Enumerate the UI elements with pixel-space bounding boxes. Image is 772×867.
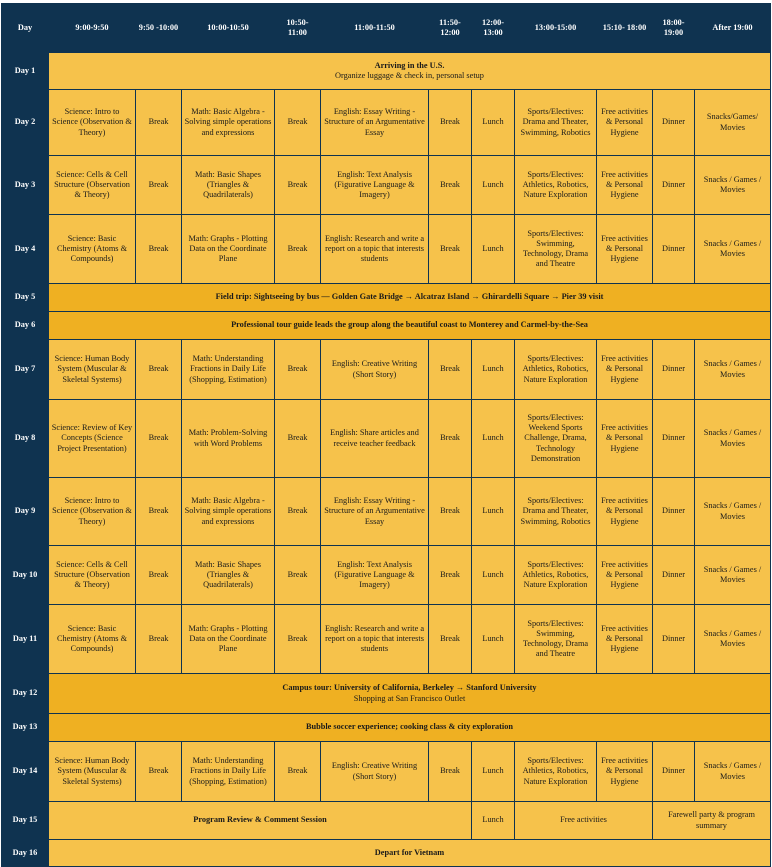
cell-science: Science: Intro to Science (Observation & Theory) — [49, 90, 136, 156]
cell-dinner: Dinner — [653, 400, 695, 478]
cell-evening: Snacks / Games / Movies — [695, 340, 771, 400]
banner-cell — [49, 674, 771, 714]
cell-lunch: Lunch — [472, 400, 515, 478]
cell-break: Break — [275, 605, 321, 674]
banner-subtitle: Shopping at San Francisco Outlet — [353, 693, 466, 703]
cell-free-activities: Free activities & Personal Hygiene — [597, 340, 653, 400]
cell-break: Break — [429, 90, 472, 156]
cell-sports: Sports/Electives: Athletics, Robotics, Nature Exploration — [515, 546, 597, 605]
header-slot-0900: 9:00-9:50 — [49, 4, 136, 53]
cell-break: Break — [275, 90, 321, 156]
day-row — [2, 478, 771, 546]
day-label: Day 8 — [2, 400, 49, 478]
cell-english: English: Text Analysis (Figurative Language & Imagery) — [321, 156, 429, 215]
cell-dinner: Dinner — [653, 605, 695, 674]
day-row — [2, 215, 771, 284]
cell-lunch: Lunch — [472, 215, 515, 284]
cell-break: Break — [275, 400, 321, 478]
cell-math: Math: Understanding Fractions in Daily Life (Shopping, Estimation) — [182, 340, 275, 400]
cell-science: Science: Review of Key Concepts (Science Project Presentation) — [49, 400, 136, 478]
cell-science: Science: Cells & Cell Structure (Observation & Theory) — [49, 156, 136, 215]
day-label: Day 2 — [2, 90, 49, 156]
cell-evening: Snacks / Games / Movies — [695, 742, 771, 802]
banner-cell: Depart for Vietnam — [49, 840, 771, 867]
header-slot-1800: 18:00- 19:00 — [653, 4, 695, 53]
cell-free-activities: Free activities & Personal Hygiene — [597, 605, 653, 674]
cell-lunch: Lunch — [472, 478, 515, 546]
cell-evening: Snacks / Games / Movies — [695, 478, 771, 546]
banner-title: Professional tour guide leads the group along the beautiful coast to Monterey and Carmel-by-the-Sea — [231, 320, 588, 330]
cell-english: English: Creative Writing (Short Story) — [321, 340, 429, 400]
schedule-table — [1, 3, 771, 867]
day-label: Day 14 — [2, 742, 49, 802]
farewell-party-cell: Farewell party & program summary — [653, 802, 771, 840]
day-label: Day 12 — [2, 674, 49, 714]
day-row — [2, 742, 771, 802]
header-slot-after1900: After 19:00 — [695, 4, 771, 53]
day-row-banner — [2, 674, 771, 714]
day-row — [2, 546, 771, 605]
cell-break: Break — [429, 478, 472, 546]
cell-break: Break — [429, 742, 472, 802]
cell-lunch: Lunch — [472, 802, 515, 840]
day-row — [2, 605, 771, 674]
header-slot-1510: 15:10- 18:00 — [597, 4, 653, 53]
cell-break: Break — [136, 605, 182, 674]
cell-sports: Sports/Electives: Drama and Theater, Swimming, Robotics — [515, 478, 597, 546]
day-row-banner — [2, 312, 771, 340]
cell-dinner: Dinner — [653, 478, 695, 546]
day-label: Day 10 — [2, 546, 49, 605]
day-label: Day 13 — [2, 714, 49, 742]
cell-break: Break — [136, 546, 182, 605]
review-session-cell: Program Review & Comment Session — [49, 802, 472, 840]
day-row — [2, 340, 771, 400]
day-label: Day 9 — [2, 478, 49, 546]
cell-math: Math: Basic Shapes (Triangles & Quadrilaterals) — [182, 156, 275, 215]
cell-math: Math: Problem-Solving with Word Problems — [182, 400, 275, 478]
cell-science: Science: Basic Chemistry (Atoms & Compounds) — [49, 215, 136, 284]
cell-sports: Sports/Electives: Athletics, Robotics, Nature Exploration — [515, 156, 597, 215]
cell-sports: Sports/Electives: Weekend Sports Challenge, Drama, Technology Demonstration — [515, 400, 597, 478]
banner-cell — [49, 284, 771, 312]
cell-break: Break — [136, 215, 182, 284]
day-row — [2, 156, 771, 215]
header-slot-1300: 13:00-15:00 — [515, 4, 597, 53]
cell-break: Break — [429, 340, 472, 400]
banner-title: Campus tour: University of California, Berkeley → Stanford University — [282, 683, 537, 693]
cell-sports: Sports/Electives: Swimming, Technology, Drama and Theatre — [515, 605, 597, 674]
day-row — [2, 400, 771, 478]
cell-evening: Snacks / Games / Movies — [695, 215, 771, 284]
cell-break: Break — [429, 400, 472, 478]
banner-title: Bubble soccer experience; cooking class & city exploration — [305, 722, 513, 732]
banner-subtitle: Organize luggage & check in, personal setup — [335, 71, 484, 80]
cell-english: English: Creative Writing (Short Story) — [321, 742, 429, 802]
cell-break: Break — [275, 478, 321, 546]
cell-free-activities: Free activities & Personal Hygiene — [597, 156, 653, 215]
cell-english: English: Essay Writing - Structure of an Argumentative Essay — [321, 90, 429, 156]
cell-break: Break — [275, 215, 321, 284]
cell-free-activities: Free activities — [515, 802, 653, 840]
cell-math: Math: Basic Shapes (Triangles & Quadrilaterals) — [182, 546, 275, 605]
cell-science: Science: Basic Chemistry (Atoms & Compounds) — [49, 605, 136, 674]
cell-science: Science: Human Body System (Muscular & Skeletal Systems) — [49, 340, 136, 400]
day-row-banner — [2, 284, 771, 312]
header-slot-1000: 10:00-10:50 — [182, 4, 275, 53]
cell-dinner: Dinner — [653, 742, 695, 802]
cell-free-activities: Free activities & Personal Hygiene — [597, 400, 653, 478]
cell-free-activities: Free activities & Personal Hygiene — [597, 478, 653, 546]
header-row — [2, 4, 771, 53]
banner-cell — [49, 53, 771, 90]
day-label: Day 1 — [2, 53, 49, 90]
cell-break: Break — [136, 478, 182, 546]
cell-evening: Snacks/Games/ Movies — [695, 90, 771, 156]
header-slot-1150: 11:50- 12:00 — [429, 4, 472, 53]
cell-free-activities: Free activities & Personal Hygiene — [597, 742, 653, 802]
cell-lunch: Lunch — [472, 156, 515, 215]
cell-math: Math: Understanding Fractions in Daily Life (Shopping, Estimation) — [182, 742, 275, 802]
banner-title: Field trip: Sightseeing by bus — Golden Gate Bridge → Alcatraz Island → Ghirardelli Square → Pier 39 visit — [215, 292, 604, 302]
header-slot-1200: 12:00- 13:00 — [472, 4, 515, 53]
banner-title: Arriving in the U.S. — [374, 60, 445, 70]
cell-lunch: Lunch — [472, 90, 515, 156]
cell-break: Break — [275, 156, 321, 215]
cell-break: Break — [429, 156, 472, 215]
cell-evening: Snacks / Games / Movies — [695, 605, 771, 674]
cell-science: Science: Intro to Science (Observation & Theory) — [49, 478, 136, 546]
cell-sports: Sports/Electives: Drama and Theater, Swimming, Robotics — [515, 90, 597, 156]
cell-break: Break — [136, 400, 182, 478]
cell-free-activities: Free activities & Personal Hygiene — [597, 215, 653, 284]
cell-math: Math: Basic Algebra - Solving simple operations and expressions — [182, 478, 275, 546]
day-row-review — [2, 802, 771, 840]
cell-lunch: Lunch — [472, 546, 515, 605]
cell-english: English: Share articles and receive teacher feedback — [321, 400, 429, 478]
day-label: Day 4 — [2, 215, 49, 284]
cell-sports: Sports/Electives: Athletics, Robotics, Nature Exploration — [515, 742, 597, 802]
day-label: Day 6 — [2, 312, 49, 340]
day-row — [2, 90, 771, 156]
banner-cell — [49, 714, 771, 742]
cell-dinner: Dinner — [653, 340, 695, 400]
cell-lunch: Lunch — [472, 742, 515, 802]
header-slot-1100: 11:00-11:50 — [321, 4, 429, 53]
cell-break: Break — [429, 605, 472, 674]
cell-break: Break — [136, 156, 182, 215]
cell-sports: Sports/Electives: Athletics, Robotics, Nature Exploration — [515, 340, 597, 400]
cell-break: Break — [275, 340, 321, 400]
cell-math: Math: Basic Algebra - Solving simple operations and expressions — [182, 90, 275, 156]
cell-math: Math: Graphs - Plotting Data on the Coordinate Plane — [182, 605, 275, 674]
cell-science: Science: Human Body System (Muscular & Skeletal Systems) — [49, 742, 136, 802]
cell-break: Break — [429, 546, 472, 605]
cell-free-activities: Free activities & Personal Hygiene — [597, 90, 653, 156]
day-row-banner — [2, 840, 771, 867]
cell-free-activities: Free activities & Personal Hygiene — [597, 546, 653, 605]
banner-cell — [49, 312, 771, 340]
cell-break: Break — [136, 742, 182, 802]
header-day: Day — [2, 4, 49, 53]
cell-break: Break — [275, 742, 321, 802]
cell-dinner: Dinner — [653, 546, 695, 605]
cell-break: Break — [275, 546, 321, 605]
cell-evening: Snacks / Games / Movies — [695, 546, 771, 605]
cell-break: Break — [136, 340, 182, 400]
header-slot-1050: 10:50- 11:00 — [275, 4, 321, 53]
day-label: Day 7 — [2, 340, 49, 400]
cell-english: English: Research and write a report on a topic that interests students — [321, 605, 429, 674]
cell-math: Math: Graphs - Plotting Data on the Coordinate Plane — [182, 215, 275, 284]
day-row-banner — [2, 714, 771, 742]
cell-break: Break — [429, 215, 472, 284]
header-slot-0950: 9:50 -10:00 — [136, 4, 182, 53]
day-label: Day 16 — [2, 840, 49, 867]
day-label: Day 15 — [2, 802, 49, 840]
cell-evening: Snacks / Games / Movies — [695, 400, 771, 478]
cell-dinner: Dinner — [653, 215, 695, 284]
day-label: Day 11 — [2, 605, 49, 674]
cell-lunch: Lunch — [472, 340, 515, 400]
day-label: Day 3 — [2, 156, 49, 215]
cell-science: Science: Cells & Cell Structure (Observation & Theory) — [49, 546, 136, 605]
cell-english: English: Text Analysis (Figurative Language & Imagery) — [321, 546, 429, 605]
cell-dinner: Dinner — [653, 156, 695, 215]
cell-english: English: Essay Writing - Structure of an Argumentative Essay — [321, 478, 429, 546]
cell-dinner: Dinner — [653, 90, 695, 156]
cell-sports: Sports/Electives: Swimming, Technology, Drama and Theatre — [515, 215, 597, 284]
cell-lunch: Lunch — [472, 605, 515, 674]
day-label: Day 5 — [2, 284, 49, 312]
day-row-banner — [2, 53, 771, 90]
cell-break: Break — [136, 90, 182, 156]
cell-evening: Snacks / Games / Movies — [695, 156, 771, 215]
cell-english: English: Research and write a report on a topic that interests students — [321, 215, 429, 284]
